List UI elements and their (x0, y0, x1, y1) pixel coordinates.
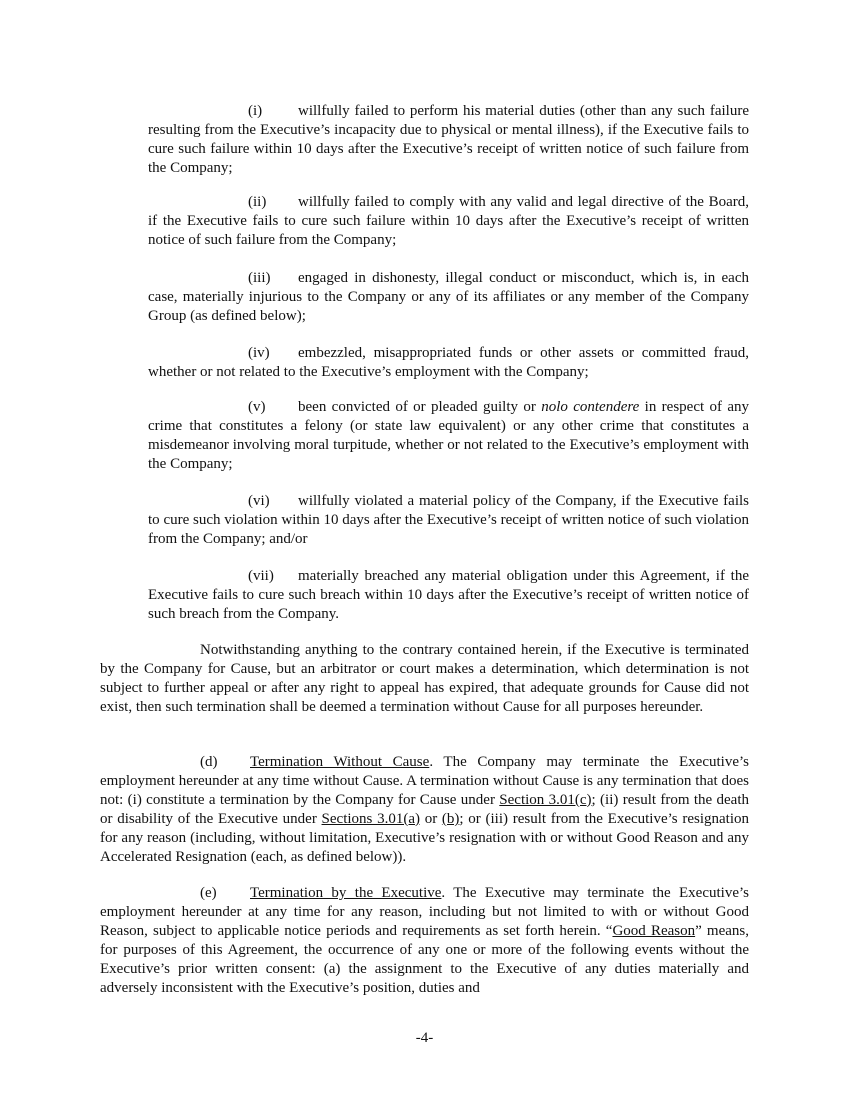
section-text: . The Executive may terminate the Executive’s employment hereunder at any time for any reason, including but not limited to with or without Good Reason, subject to applicable notice periods and requirements as set forth herein. “ (100, 885, 749, 939)
subclause-text: willfully failed to perform his material duties (other than any such failure resulting from the Executive’s incapacity due to physical or mental illness), if the Executive fails to cure such failure within 10 days after the Executive’s receipt of written notice of such failure from the Company; (148, 103, 749, 176)
subclause-text: in respect of any crime that constitutes a felony (or state law equivalent) or any other crime that constitutes a misdemeanor involving moral turpitude, whether or not related to the Executive’s employment with the Company; (148, 399, 750, 472)
subclause-text: materially breached any material obligation under this Agreement, if the Executive fails to cure such breach within 10 days after the Executive’s receipt of written notice of such breach from the Company. (148, 568, 749, 622)
notwithstanding-paragraph (100, 641, 749, 717)
subclause-number: (vii) (248, 568, 274, 584)
subclause-number: (vi) (248, 493, 270, 509)
subclause-text: been convicted of or pleaded guilty or (298, 399, 542, 415)
section-text: ” means, for purposes of this Agreement, the occurrence of any one or more of the following events without the Executive’s prior written consent: (a) the assignment to the Executive of any duties materially and adversely inconsistent with the Executive’s position, duties and (100, 923, 749, 996)
cross-reference-link: Sections 3.01(a) (321, 811, 420, 827)
section-text: or (420, 811, 442, 827)
section-number: (d) (200, 754, 218, 770)
section-text: . The Company may terminate the Executive’s employment hereunder at any time without Cause. A termination without Cause is any termination that does not: (i) constitute a termination by the Company for Cause under (100, 754, 749, 808)
section-d (100, 753, 749, 867)
subclause-number: (iii) (248, 270, 271, 286)
subclause-ii (148, 193, 749, 250)
subclause-vii (148, 567, 749, 624)
cross-reference-link: Section 3.01(c) (499, 792, 592, 808)
subclause-iv (148, 344, 749, 382)
defined-term: Good Reason (612, 923, 696, 939)
section-text: ; (ii) result from the death or disability of the Executive under (100, 792, 750, 827)
subclause-text: engaged in dishonesty, illegal conduct or misconduct, which is, in each case, materially injurious to the Company or any of its affiliates or any member of the Company Group (as defined below); (148, 270, 749, 324)
subclause-iii (148, 269, 749, 326)
section-number: (e) (200, 885, 217, 901)
subclause-number: (i) (248, 103, 263, 119)
page-number: -4- (415, 1030, 434, 1046)
subclause-number: (v) (248, 399, 266, 415)
section-text: ; or (iii) result from the Executive’s resignation for any reason (including, without limitation, Executive’s resignation with or without Good Reason and any Accelerated Resignation (each, as defined below)). (100, 811, 749, 865)
subclause-i (148, 102, 749, 178)
subclause-text: willfully failed to comply with any valid and legal directive of the Board, if the Executive fails to cure such failure within 10 days after the Executive’s receipt of written notice of such failure from the Company; (148, 194, 749, 248)
section-e (100, 884, 749, 998)
subclause-number: (ii) (248, 194, 267, 210)
subclause-vi (148, 492, 749, 549)
subclause-text: embezzled, misappropriated funds or other assets or committed fraud, whether or not related to the Executive’s employment with the Company; (148, 345, 749, 380)
subclause-v (148, 398, 749, 474)
section-heading: Termination by the Executive (250, 885, 442, 901)
subclause-number: (iv) (248, 345, 270, 361)
latin-term: nolo contendere (541, 399, 640, 415)
cross-reference-link: (b) (441, 811, 460, 827)
subclause-text: willfully violated a material policy of the Company, if the Executive fails to cure such violation within 10 days after the Executive’s receipt of written notice of such violation from the Company; and/or (148, 493, 749, 547)
paragraph-text: Notwithstanding anything to the contrary contained herein, if the Executive is terminated by the Company for Cause, but an arbitrator or court makes a determination, which determination is not subject to further appeal or after any right to appeal has expired, that adequate grounds for Cause did not exist, then such termination shall be deemed a termination without Cause for all purposes hereunder. (100, 642, 749, 715)
section-heading: Termination Without Cause (250, 754, 430, 770)
